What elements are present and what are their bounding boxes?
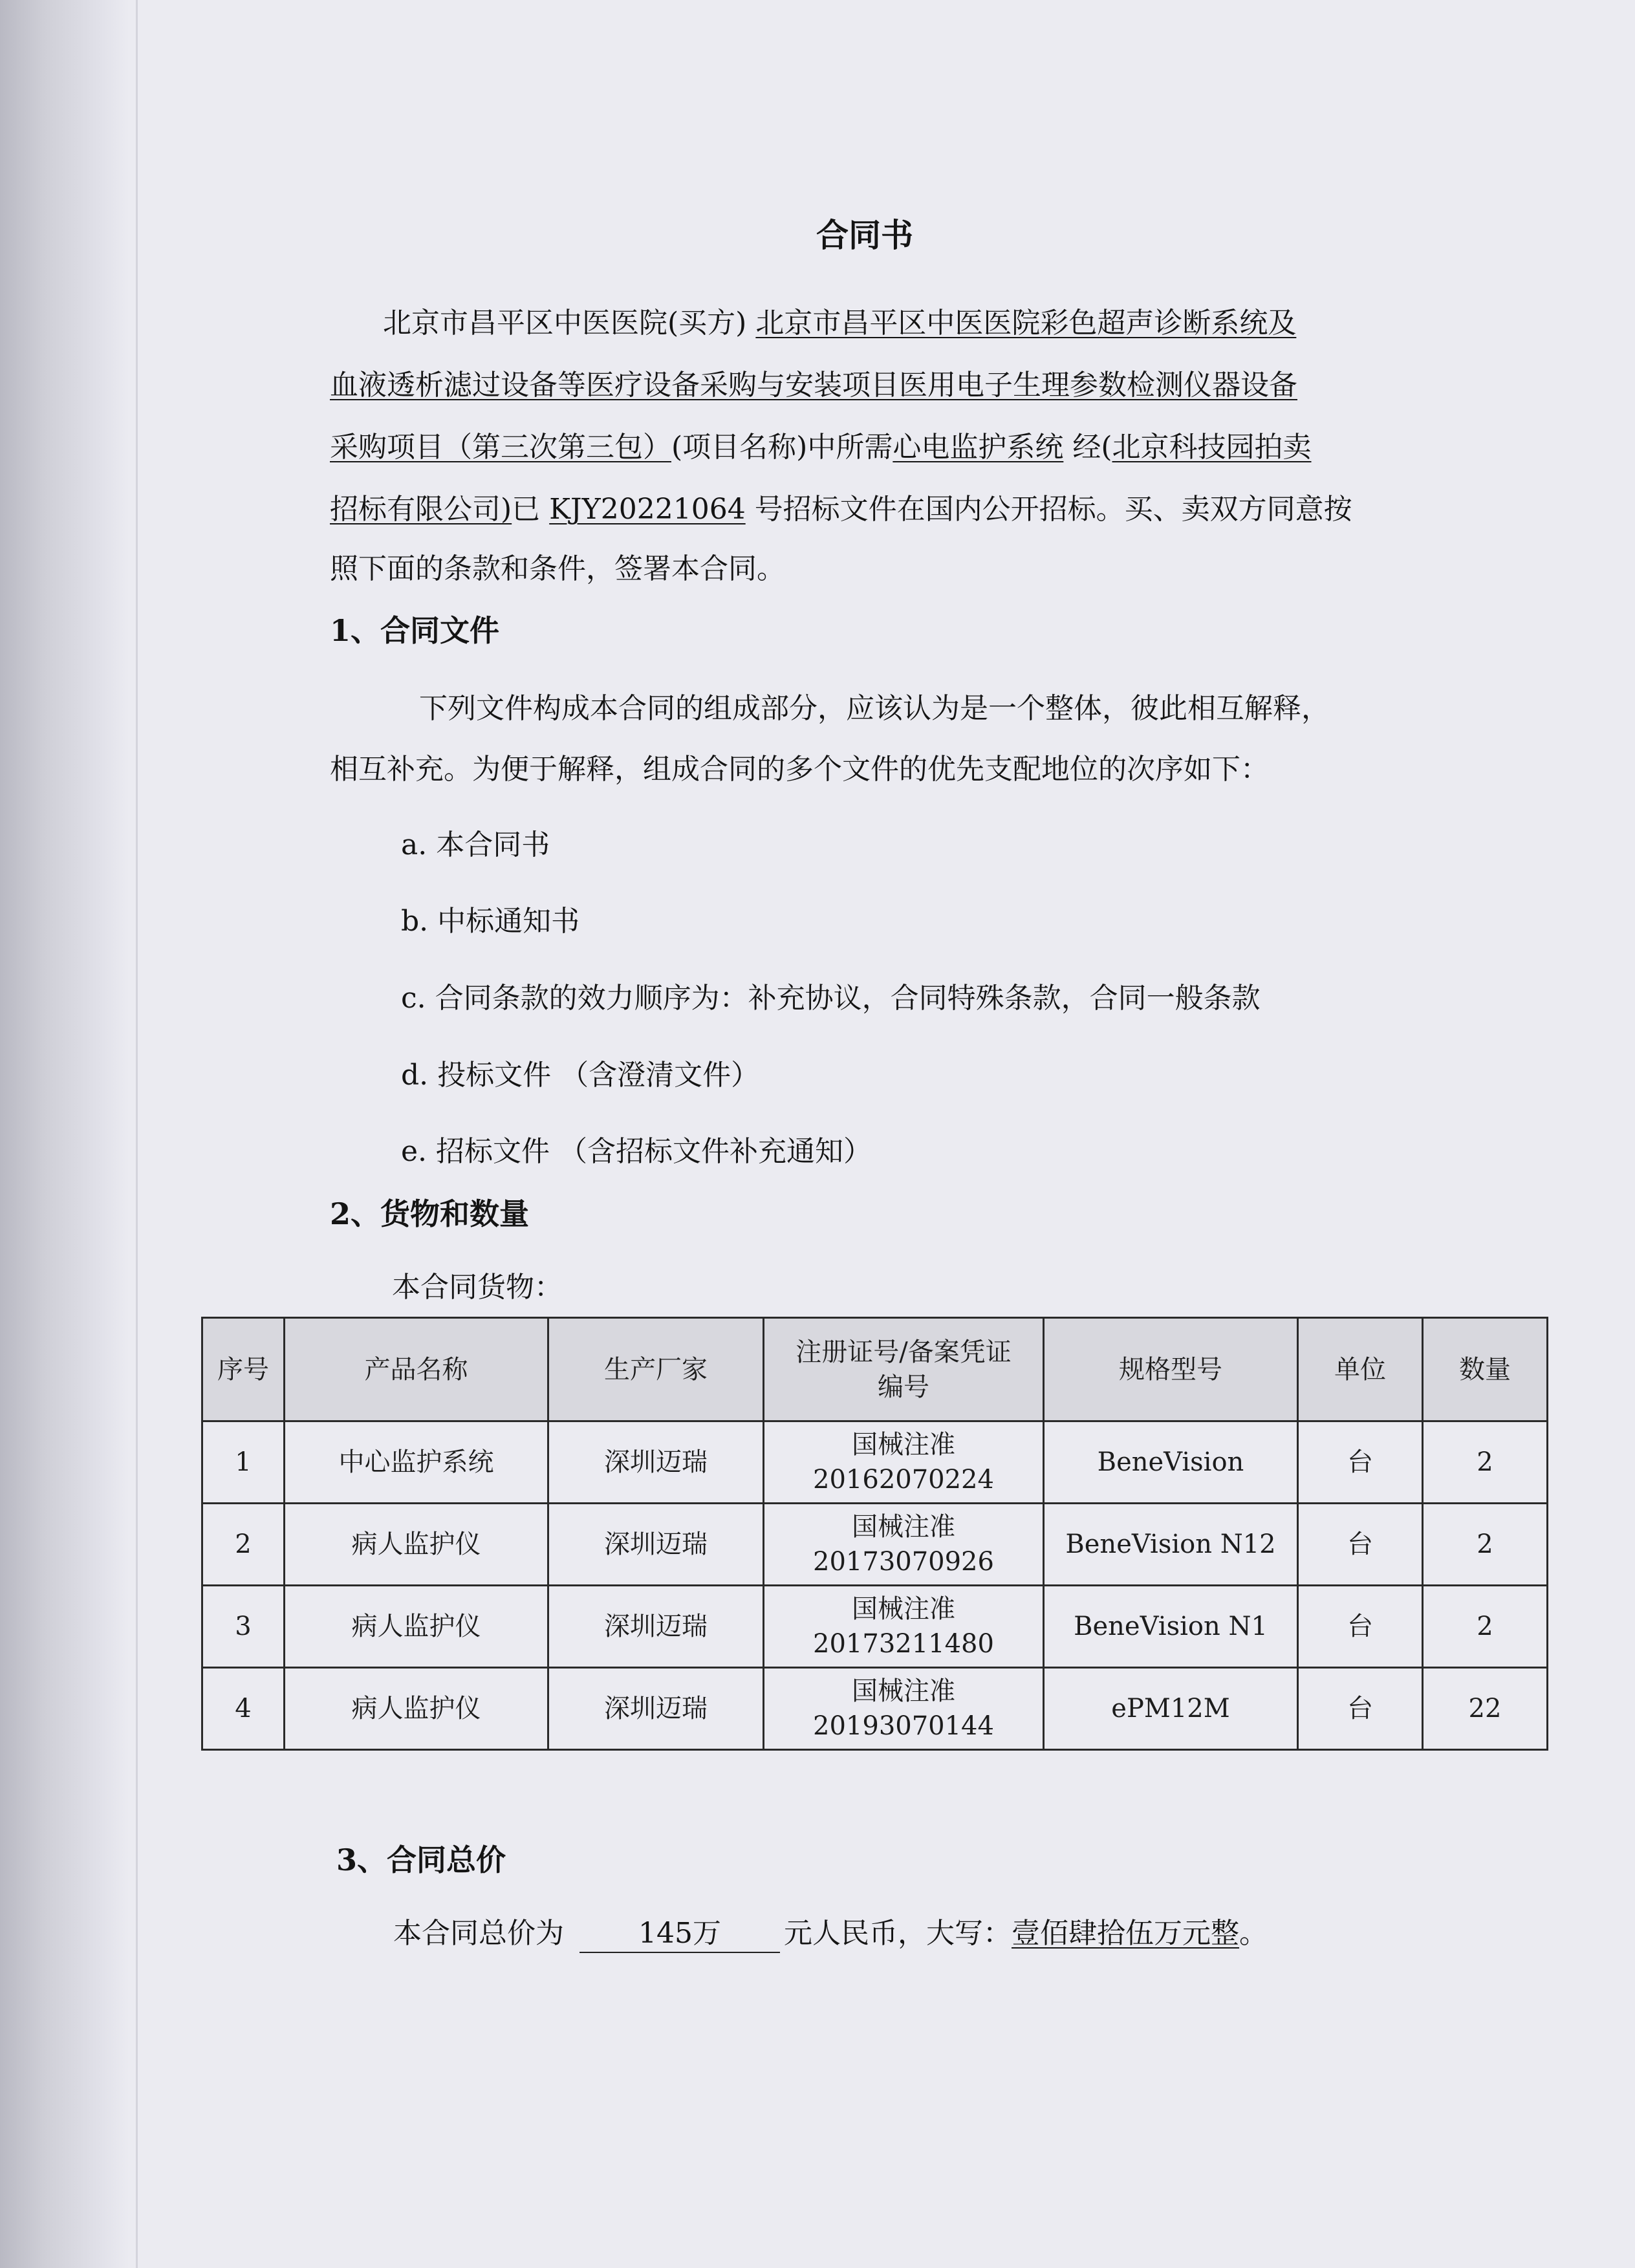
registration-number: 国械注准 20173070926 (764, 1504, 1044, 1586)
section-1-heading: 1、合同文件 (330, 613, 500, 648)
buyer-name: 北京市昌平区中医医院 (383, 307, 667, 340)
page-edge-shadow (0, 0, 129, 2268)
table-header-row (202, 1318, 1548, 1421)
model: BeneVision (1044, 1421, 1298, 1504)
section-3-heading: 3、合同总价 (336, 1842, 506, 1877)
quantity: 2 (1423, 1504, 1548, 1586)
document-list-item: b. 中标通知书 (401, 905, 580, 938)
total-price-line (784, 1916, 1268, 1952)
agency-name-part-1: 北京科技园拍卖 (1112, 431, 1312, 464)
section-1-para-line-1: 下列文件构成本合同的组成部分，应该认为是一个整体，彼此相互解释， (419, 692, 1330, 725)
header-cell: 单位 (1298, 1318, 1423, 1421)
intro-line-4 (330, 491, 1352, 528)
row-number: 2 (202, 1504, 285, 1586)
product-name: 病人监护仪 (285, 1586, 548, 1668)
manufacturer: 深圳迈瑞 (548, 1421, 764, 1504)
goods-table (201, 1317, 1548, 1751)
row-number: 3 (202, 1586, 285, 1668)
table-row (202, 1504, 1548, 1586)
row-number: 1 (202, 1421, 285, 1504)
project-name-part-3: 采购项目（第三次第三包） (330, 431, 671, 464)
registration-number: 国械注准 20193070144 (764, 1668, 1044, 1750)
manufacturer: 深圳迈瑞 (548, 1504, 764, 1586)
product-name: 病人监护仪 (285, 1668, 548, 1750)
document-list-item: d. 投标文件 （含澄清文件） (401, 1059, 760, 1092)
section-2-heading: 2、货物和数量 (330, 1196, 530, 1231)
section-1-para-line-2: 相互补充。为便于解释，组成合同的多个文件的优先支配地位的次序如下： (330, 753, 1269, 786)
total-price-amount: 145万 (579, 1916, 780, 1953)
buyer-role: (买方) (667, 307, 747, 340)
via-text: 经( (1072, 431, 1112, 464)
quantity: 22 (1423, 1668, 1548, 1750)
table-row (202, 1668, 1548, 1750)
page-fold-line (136, 0, 138, 2268)
model: BeneVision N12 (1044, 1504, 1298, 1586)
tender-code: KJY20221064 (549, 493, 746, 526)
header-cell: 数量 (1423, 1318, 1548, 1421)
document-list-item: c. 合同条款的效力顺序为：补充协议，合同特殊条款，合同一般条款 (401, 982, 1261, 1015)
header-cell: 产品名称 (285, 1318, 548, 1421)
registration-number: 国械注准 20173211480 (764, 1586, 1044, 1668)
project-name-note: (项目名称)中所需 (671, 431, 893, 464)
intro-line-4-rest: 号招标文件在国内公开招标。买、卖双方同意按 (754, 493, 1352, 526)
document-list-item: a. 本合同书 (401, 828, 550, 861)
manufacturer: 深圳迈瑞 (548, 1586, 764, 1668)
project-name-part-2: 血液透析滤过设备等医疗设备采购与安装项目医用电子生理参数检测仪器设备 (330, 369, 1297, 402)
total-price-in-words: 壹佰肆拾伍万元整 (1012, 1917, 1239, 1950)
unit: 台 (1298, 1668, 1423, 1750)
project-name-part-1: 北京市昌平区中医医院彩色超声诊断系统及 (755, 307, 1297, 340)
already-text: 已 (512, 493, 541, 526)
intro-line-3 (330, 429, 1312, 466)
total-price-mid: 元人民币，大写： (784, 1917, 1012, 1950)
row-number: 4 (202, 1668, 285, 1750)
header-cell: 序号 (202, 1318, 285, 1421)
quantity: 2 (1423, 1586, 1548, 1668)
model: ePM12M (1044, 1668, 1298, 1750)
table-row (202, 1586, 1548, 1668)
unit: 台 (1298, 1504, 1423, 1586)
document-title: 合同书 (816, 216, 913, 254)
document-list-item: e. 招标文件 （含招标文件补充通知） (401, 1135, 872, 1168)
goods-name: 心电监护系统 (893, 431, 1064, 464)
header-cell-registration: 注册证号/备案凭证 编号 (764, 1318, 1044, 1421)
total-price-end: 。 (1239, 1917, 1268, 1950)
header-cell: 生产厂家 (548, 1318, 764, 1421)
goods-lead-text: 本合同货物： (392, 1271, 563, 1304)
intro-line-2 (330, 367, 1297, 404)
model: BeneVision N1 (1044, 1586, 1298, 1668)
product-name: 病人监护仪 (285, 1504, 548, 1586)
header-cell: 规格型号 (1044, 1318, 1298, 1421)
product-name: 中心监护系统 (285, 1421, 548, 1504)
table-row (202, 1421, 1548, 1504)
manufacturer: 深圳迈瑞 (548, 1668, 764, 1750)
unit: 台 (1298, 1421, 1423, 1504)
quantity: 2 (1423, 1421, 1548, 1504)
unit: 台 (1298, 1586, 1423, 1668)
agency-name-part-2: 招标有限公司) (330, 493, 512, 526)
intro-line-1 (383, 305, 1296, 341)
total-price-prefix: 本合同总价为 (393, 1917, 564, 1950)
intro-line-5: 照下面的条款和条件，签署本合同。 (330, 552, 785, 585)
registration-number: 国械注准 20162070224 (764, 1421, 1044, 1504)
